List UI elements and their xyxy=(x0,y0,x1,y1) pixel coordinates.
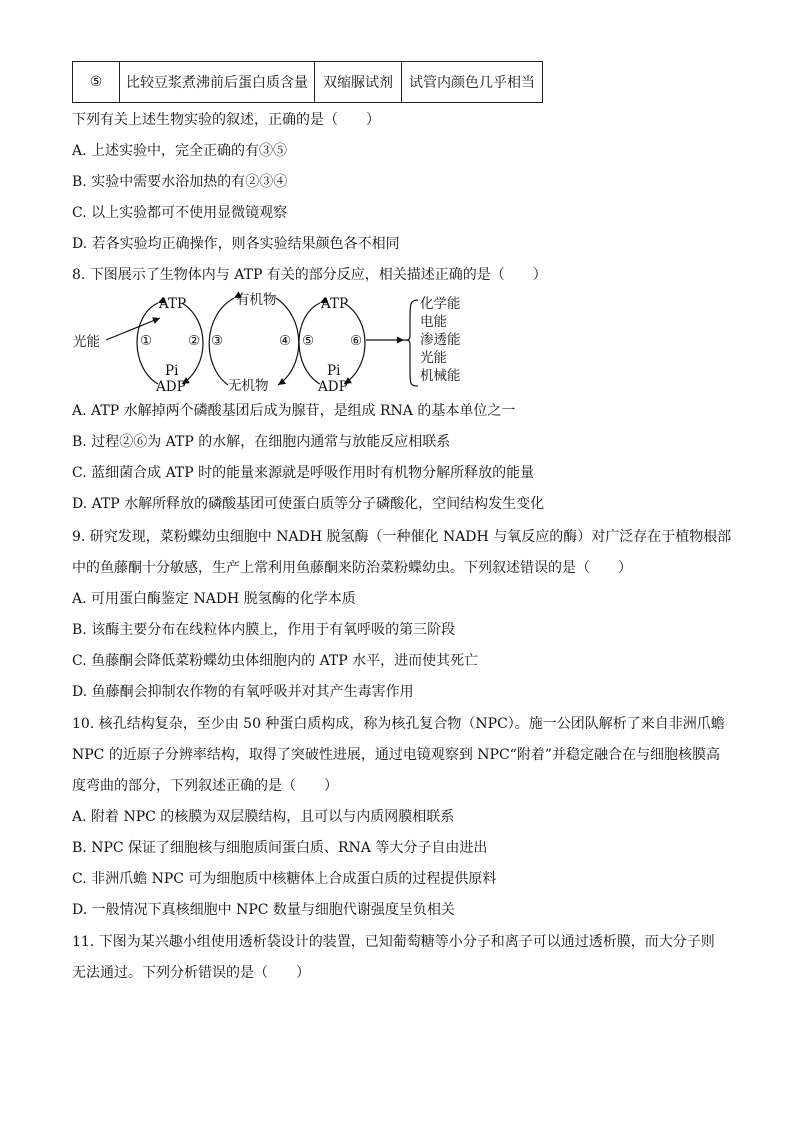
num-3: ③ xyxy=(211,333,224,349)
atp-cycle-diagram xyxy=(70,290,480,394)
reagent-cell: 双缩脲试剂 xyxy=(315,62,402,103)
q7-option-a: A. 上述实验中，完全正确的有③⑤ xyxy=(72,143,288,159)
q8-option-a: A. ATP 水解掉两个磷酸基团后成为腺苷，是组成 RNA 的基本单位之一 xyxy=(72,403,516,419)
q9-option-d: D. 鱼藤酮会抑制农作物的有氧呼吸并对其产生毒害作用 xyxy=(72,684,414,700)
light-energy-label: 光能 xyxy=(73,334,100,350)
num-6: ⑥ xyxy=(350,333,363,349)
energy-brace xyxy=(404,300,418,386)
q8-option-b: B. 过程②⑥为 ATP 的水解，在细胞内通常与放能反应相联系 xyxy=(72,434,451,450)
energy-3: 渗透能 xyxy=(420,332,461,348)
q11-stem-line1: 11. 下图为某兴趣小组使用透析袋设计的装置，已知葡萄糖等小分子和离子可以通过透析膜，而大分子则 xyxy=(72,934,715,950)
q9-option-a: A. 可用蛋白酶鉴定 NADH 脱氢酶的化学本质 xyxy=(72,591,356,607)
pi-label-left: Pi xyxy=(165,363,179,379)
experiment-table xyxy=(72,61,543,103)
num-2: ② xyxy=(188,333,201,349)
q10-option-a: A. 附着 NPC 的核膜为双层膜结构，且可以与内质网膜相联系 xyxy=(72,809,455,825)
table-row xyxy=(73,62,543,103)
q10-option-c: C. 非洲爪蟾 NPC 可为细胞质中核糖体上合成蛋白质的过程提供原料 xyxy=(72,871,497,887)
q7-option-b: B. 实验中需要水浴加热的有②③④ xyxy=(72,174,288,190)
q10-stem-line3: 度弯曲的部分，下列叙述正确的是（ ） xyxy=(72,778,338,794)
q7-option-d: D. 若各实验均正确操作，则各实验结果颜色各不相同 xyxy=(72,236,400,252)
result-cell: 试管内颜色几乎相当 xyxy=(402,62,543,103)
q8-option-c: C. 蓝细菌合成 ATP 时的能量来源就是呼吸作用时有机物分解所释放的能量 xyxy=(72,465,535,481)
organic-label: 有机物 xyxy=(236,292,277,308)
energy-5: 机械能 xyxy=(420,368,461,384)
q10-stem-line1: 10. 核孔结构复杂，至少由 50 种蛋白质构成，称为核孔复合物（NPC）。施一公团队解析了来自非洲爪蟾 xyxy=(72,716,725,732)
inorganic-label: 无机物 xyxy=(228,378,269,394)
q10-option-b: B. NPC 保证了细胞核与细胞质间蛋白质、RNA 等大分子自由进出 xyxy=(72,840,488,856)
energy-1: 化学能 xyxy=(420,296,461,312)
q10-stem-line2: NPC 的近原子分辨率结构，取得了突破性进展，通过电镜观察到 NPC“附着”并稳定融合在与细胞核膜高 xyxy=(72,747,720,763)
adp-label-left: ADP xyxy=(156,379,186,394)
q9-option-b: B. 该酶主要分布在线粒体内膜上，作用于有氧呼吸的第三阶段 xyxy=(72,622,456,638)
q9-option-c: C. 鱼藤酮会降低菜粉蝶幼虫体细胞内的 ATP 水平，进而使其死亡 xyxy=(72,653,479,669)
num-4: ④ xyxy=(279,333,292,349)
q7-option-c: C. 以上实验都可不使用显微镜观察 xyxy=(72,205,288,221)
q10-option-d: D. 一般情况下真核细胞中 NPC 数量与细胞代谢强度呈负相关 xyxy=(72,902,455,918)
row-number: ⑤ xyxy=(73,62,120,103)
atp-label-left: ATP xyxy=(159,296,187,312)
q11-stem-line2: 无法通过。下列分析错误的是（ ） xyxy=(72,965,310,981)
atp-label-right: ATP xyxy=(321,296,349,312)
q8-option-d: D. ATP 水解所释放的磷酸基团可使蛋白质等分子磷酸化，空间结构发生变化 xyxy=(72,496,545,512)
q9-stem-line2: 中的鱼藤酮十分敏感，生产上常利用鱼藤酮来防治菜粉蝶幼虫。下列叙述错误的是（ ） xyxy=(72,560,632,576)
num-5: ⑤ xyxy=(302,333,315,349)
q9-stem-line1: 9. 研究发现，菜粉蝶幼虫细胞中 NADH 脱氢酶（一种催化 NADH 与氧反应的酶）对广泛存在于植物根部 xyxy=(72,529,732,545)
num-1: ① xyxy=(140,333,153,349)
energy-2: 电能 xyxy=(420,314,447,330)
q8-stem: 8. 下图展示了生物体内与 ATP 有关的部分反应，相关描述正确的是（ ） xyxy=(72,267,547,283)
energy-4: 光能 xyxy=(420,350,447,366)
q7-stem: 下列有关上述生物实验的叙述，正确的是（ ） xyxy=(72,112,380,128)
experiment-cell: 比较豆浆煮沸前后蛋白质含量 xyxy=(120,62,315,103)
pi-label-right: Pi xyxy=(327,363,341,379)
adp-label-right: ADP xyxy=(318,379,348,394)
